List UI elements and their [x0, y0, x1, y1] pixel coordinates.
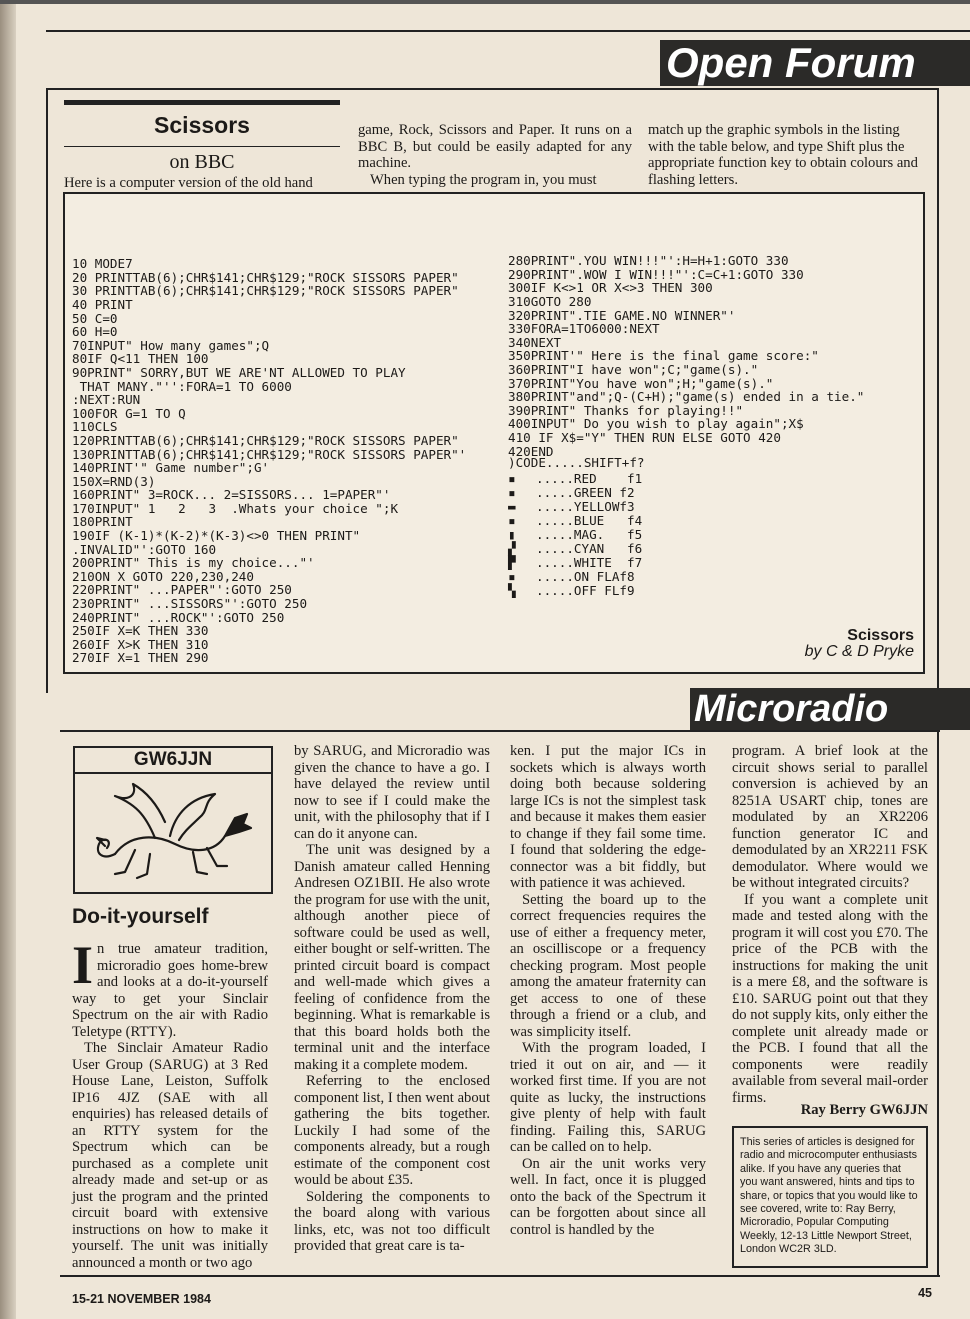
- code-line: 170INPUT" 1 2 3 .Whats your choice ";K: [72, 500, 399, 516]
- microradio-rule: [60, 730, 940, 732]
- code-table-text: .....RED f1: [536, 471, 643, 486]
- code-table-row: [508, 486, 635, 500]
- code-line: 120PRINTTAB(6);CHR$141;CHR$129;"ROCK SISSORS PAPER": [72, 432, 459, 448]
- code-line: 300IF K<>1 OR X<>3 THEN 300: [508, 280, 713, 296]
- byline: Ray Berry GW6JJN: [800, 1102, 928, 1118]
- col4-p2: If you want a complete unit made and tested along with the program it will cost you £70. The price of the PCB with the instructions for making the unit is a mere £8, and the software is £10. SARUG point out that they do not supply kits, only either the complete unit already made or the PCB. I found that all the components were readily available from several mail-order firms.: [732, 891, 928, 1106]
- code-line: :NEXT:RUN: [72, 392, 141, 408]
- graphic-symbol: ▪: [508, 485, 516, 500]
- code-line: 360PRINT"I have won";C;"game(s).": [508, 361, 759, 377]
- code-table: [508, 456, 708, 596]
- open-forum-banner: [660, 40, 970, 86]
- intro-col2-text: game, Rock, Scissors and Paper. It runs on a BBC B, but could be easily adapted for any machine.: [358, 122, 632, 171]
- code-table-row: [508, 556, 642, 570]
- code-line: 80IF Q<11 THEN 100: [72, 351, 209, 367]
- code-line: 240PRINT" ...ROCK"':GOTO 250: [72, 609, 285, 625]
- col2-p2: The unit was designed by a Danish amateur called Henning Andresen OZ1BII. He also wrote the program for use with the unit, although another piece of software could be used as well, either bought or self-written. The printed circuit board is compact and well-made which gives a feeling of confidence from the beginning. What is remarkable is that this board holds both the terminal unit and the interface making it a complete modem.: [294, 842, 490, 1073]
- code-line: 50 C=0: [72, 310, 118, 326]
- title-rule-top: [64, 100, 340, 105]
- code-line: 150X=RND(3): [72, 473, 156, 489]
- dragon-panel: [73, 772, 273, 894]
- code-table-row: [508, 584, 635, 598]
- code-line: 410 IF X$="Y" THEN RUN ELSE GOTO 420: [508, 429, 781, 445]
- code-line: 110CLS: [72, 419, 118, 435]
- microradio-frame-right: [937, 730, 939, 1275]
- graphic-symbol: ▪: [508, 513, 516, 528]
- code-line: .INVALID"':GOTO 160: [72, 541, 217, 557]
- title-rule-mid: [64, 146, 340, 147]
- listing-left: [72, 230, 466, 692]
- code-line: 390PRINT" Thanks for playing!!": [508, 402, 744, 418]
- col2-p4: Soldering the components to the board along with various links, etc, was not too difficult provided that great care is ta-: [294, 1188, 490, 1254]
- code-table-row: [508, 514, 642, 528]
- footer-rule: [60, 1275, 940, 1277]
- col4-p1: program. A brief look at the circuit shows serial to parallel conversion is achieved by an 8251A USART chip, tones are modulated by an XR2206 function generator IC and demodulated by an XR2211 FSK demodulator. Where would we be without integrated circuits?: [732, 743, 928, 891]
- intro-col3: [648, 122, 922, 188]
- microradio-col4: [732, 743, 928, 1106]
- graphic-symbol: ▛: [508, 555, 516, 570]
- forum-frame-top: [46, 88, 939, 90]
- col1-p2: The Sinclair Amateur Radio User Group (SARUG) at 3 Red House Lane, Leiston, Suffolk IP16 4JZ (SAE with all enquiries) has released details of an RTTY system for the Spectrum which can be purchased as a complete unit already made and set-up or as just the program and the printed circuit board with extensive instructions on how to make it yourself. The unit was initially announced a month or two ago: [72, 1040, 268, 1271]
- forum-frame-right: [937, 88, 939, 693]
- credit-title: Scissors: [847, 627, 914, 644]
- code-line: 90PRINT" SORRY,BUT WE ARE'NT ALLOWED TO PLAY: [72, 364, 406, 380]
- col2-p3: Referring to the enclosed component list, I then went about gathering the bits together. Luckily I had some of the components already, but a rough estimate of the component cost would be about £35.: [294, 1073, 490, 1188]
- code-line: 320PRINT".TIE GAME.NO WINNER"': [508, 307, 736, 323]
- graphic-symbol: ▪: [508, 569, 516, 584]
- microradio-banner: [690, 688, 970, 730]
- page-number: 45: [918, 1286, 932, 1300]
- code-line: 60 H=0: [72, 324, 118, 340]
- article-subtitle: on BBC: [169, 151, 235, 173]
- microradio-col2: [294, 743, 490, 1255]
- code-line: 40 PRINT: [72, 296, 133, 312]
- col3-p3: With the program loaded, I tried it out on air, and — it worked first time. If you are not quite as lucky, the instructions give plenty of help with fault finding. Failing this, SARUG can be called on to help.: [510, 1040, 706, 1155]
- col3-p4: On air the unit works very well. In fact, once it is plugged onto the back of the Spectrum it can be forgotten about since all control is handled by the: [510, 1155, 706, 1238]
- code-line: 140PRINT'" Game number";G': [72, 460, 270, 476]
- microradio-col1: [72, 935, 268, 1271]
- info-box-text: This series of articles is designed for radio and microcomputer enthusiasts alike. If you have any queries that you want answered, hints and tips to share, or topics that you would like to see covered, write to: Ray Berry, Microradio, Popular Computing Weekly, 12-13 Little Newport Street, London WC2R 3LD.: [740, 1136, 918, 1256]
- code-line: 190IF (K-1)*(K-2)*(K-3)<>0 THEN PRINT": [72, 528, 361, 544]
- code-line: 420END: [508, 443, 554, 459]
- article-title: Scissors: [154, 112, 250, 138]
- graphic-symbol: ▬: [508, 499, 516, 514]
- code-line: 130PRINTTAB(6);CHR$141;CHR$129;"ROCK SISSORS PAPER"': [72, 446, 467, 462]
- code-table-row: [508, 542, 642, 556]
- code-line: 270IF X=1 THEN 290: [72, 650, 209, 666]
- code-table-text: .....GREEN f2: [536, 485, 635, 500]
- code-table-text: .....WHITE f7: [536, 555, 643, 570]
- code-line: 70INPUT" How many games";Q: [72, 337, 270, 353]
- code-table-text: .....BLUE f4: [536, 513, 643, 528]
- code-table-text: .....CYAN f6: [536, 541, 643, 556]
- code-table-header: )CODE.....SHIFT+f?: [508, 455, 645, 470]
- code-table-row: [508, 472, 642, 486]
- code-table-text: .....OFF FLf9: [536, 583, 635, 598]
- page-gutter: [0, 0, 16, 1319]
- code-line: 290PRINT".WOW I WIN!!!"':C=C+1:GOTO 330: [508, 266, 804, 282]
- graphic-symbol: ▚: [508, 583, 516, 598]
- microradio-col3: [510, 743, 706, 1238]
- graphic-symbol: ▞: [508, 541, 516, 556]
- code-table-row: [508, 570, 635, 584]
- code-line: 210ON X GOTO 220,230,240: [72, 568, 254, 584]
- code-line: 350PRINT'" Here is the final game score:": [508, 348, 819, 364]
- code-line: 220PRINT" ...PAPER"':GOTO 250: [72, 582, 292, 598]
- dropcap: I: [72, 935, 94, 995]
- col3-p1: ken. I put the major ICs in sockets which is always worth doing both because soldering large ICs is not the simplest task and because it makes them easier to change if they fail some time. I found that soldering the edge-connector was a bit fiddly, but with patience it was achieved.: [510, 743, 706, 891]
- intro-col1: Here is a computer version of the old hand: [64, 175, 313, 191]
- listing-right: [508, 227, 864, 485]
- code-line: 370PRINT"You have won";H;"game(s).": [508, 375, 774, 391]
- intro-col2: [358, 122, 632, 188]
- code-line: 200PRINT" This is my choice..."': [72, 555, 315, 571]
- code-line: 400INPUT" Do you wish to play again";X$: [508, 416, 804, 432]
- article-headline: Do-it-yourself: [72, 905, 209, 928]
- credit-author: by C & D Pryke: [804, 643, 914, 660]
- code-line: 380PRINT"and";Q-(C+H);"game(s) ended in a tie.": [508, 389, 865, 405]
- top-edge: [0, 0, 970, 4]
- footer-date: 15-21 NOVEMBER 1984: [72, 1292, 211, 1306]
- code-line: 280PRINT".YOU WIN!!!"':H=H+1:GOTO 330: [508, 253, 789, 269]
- code-table-row: [508, 500, 635, 514]
- code-line: 20 PRINTTAB(6);CHR$141;CHR$129;"ROCK SISSORS PAPER": [72, 269, 459, 285]
- code-line: 30 PRINTTAB(6);CHR$141;CHR$129;"ROCK SISSORS PAPER": [72, 283, 459, 299]
- callsign-box: [73, 746, 273, 774]
- microradio-banner-text: Microradio: [694, 688, 889, 730]
- col1-p1: n true amateur tradition, microradio goes home-brew and looks at a do-it-yourself way to get your Sinclair Spectrum on the air with Radio Teletype (RTTY).: [72, 941, 268, 1040]
- forum-frame-left: [46, 88, 48, 693]
- code-table-text: .....MAG. f5: [536, 527, 643, 542]
- info-box: [732, 1126, 928, 1268]
- code-line: 230PRINT" ...SISSORS"':GOTO 250: [72, 596, 308, 612]
- graphic-symbol: ▪: [508, 471, 516, 486]
- open-forum-banner-text: Open Forum: [666, 39, 916, 86]
- top-rule: [46, 30, 970, 32]
- code-line: 330FORA=1TO6000:NEXT: [508, 321, 660, 337]
- welsh-dragon-icon: [75, 774, 271, 892]
- callsign-text: GW6JJN: [133, 749, 213, 770]
- code-line: 310GOTO 280: [508, 293, 592, 309]
- intro-col2b-text: When typing the program in, you must: [370, 171, 597, 188]
- code-line: 180PRINT: [72, 514, 133, 530]
- code-line: 260IF X>K THEN 310: [72, 636, 209, 652]
- col2-p1: by SARUG, and Microradio was given the chance to have a go. I have delayed the review until now to see if I could make the unit, with the philosophy that if I can do it anyone can.: [294, 743, 490, 842]
- code-line: 250IF X=K THEN 330: [72, 623, 209, 639]
- code-line: 340NEXT: [508, 334, 562, 350]
- code-table-row: [508, 528, 642, 542]
- code-line: 160PRINT" 3=ROCK... 2=SISSORS... 1=PAPER"': [72, 487, 391, 503]
- graphic-symbol: ▮: [508, 527, 516, 542]
- col3-p2: Setting the board up to the correct frequencies requires the use of either a frequency meter, an oscilliscope or a frequency checking program. Most people among the amateur fraternity can get access to one of these through a friend or a club, and was simplicity itself.: [510, 891, 706, 1040]
- code-table-text: .....YELLOWf3: [536, 499, 635, 514]
- intro-col3-text: match up the graphic symbols in the listing with the table below, and type Shift plus the appropriate function key to obtain colours and flashing letters.: [648, 122, 918, 188]
- code-table-text: .....ON FLAf8: [536, 569, 635, 584]
- code-line: THAT MANY."'':FORA=1 TO 6000: [72, 378, 292, 394]
- code-line: 10 MODE7: [72, 256, 133, 272]
- code-line: 100FOR G=1 TO Q: [72, 405, 186, 421]
